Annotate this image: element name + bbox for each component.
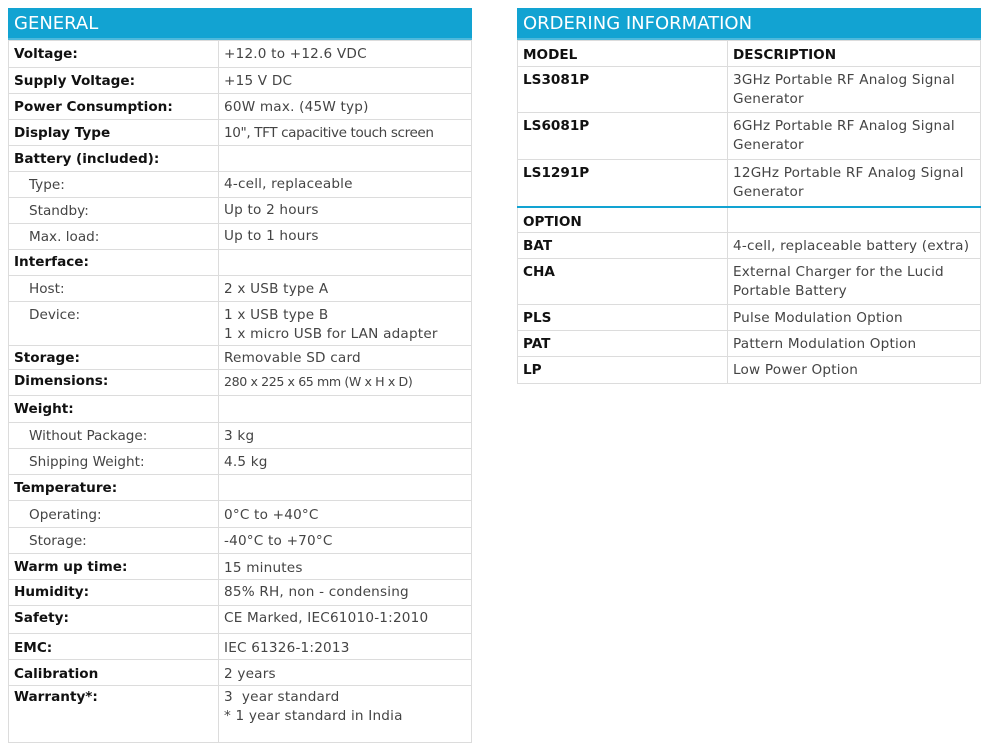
spec-value: Up to 2 hours <box>219 198 472 224</box>
description-line: 3GHz Portable RF Analog Signal <box>733 72 955 88</box>
spec-row <box>9 346 472 370</box>
spec-value-multiline <box>219 686 472 743</box>
spec-label: Supply Voltage: <box>9 68 219 94</box>
option-description <box>728 259 981 305</box>
spec-group-label: Weight: <box>9 396 219 423</box>
spec-group-label: Interface: <box>9 250 219 276</box>
spec-sub-label: Without Package: <box>9 423 219 449</box>
model-description <box>728 113 981 160</box>
spec-row <box>9 606 472 634</box>
spec-label: Dimensions: <box>9 370 219 396</box>
spec-label: Display Type <box>9 120 219 146</box>
option-code: PLS <box>518 305 728 331</box>
spec-row <box>9 396 472 423</box>
model-row <box>518 67 981 113</box>
spec-value: Removable SD card <box>219 346 472 370</box>
option-row <box>518 305 981 331</box>
spec-row <box>9 370 472 396</box>
spec-sub-label: Storage: <box>9 528 219 554</box>
ordering-panel <box>517 8 981 384</box>
ordering-column-headers <box>518 41 981 67</box>
spec-value: 60W max. (45W typ) <box>219 94 472 120</box>
spec-sub-label: Host: <box>9 276 219 302</box>
spec-sub-label: Standby: <box>9 198 219 224</box>
spec-value: 15 minutes <box>219 554 472 580</box>
spec-value <box>219 250 472 276</box>
spec-sub-label: Max. load: <box>9 224 219 250</box>
option-row <box>518 357 981 384</box>
ordering-title: ORDERING INFORMATION <box>517 8 981 40</box>
option-code: BAT <box>518 233 728 259</box>
option-code: LP <box>518 357 728 384</box>
spec-group-label: Temperature: <box>9 475 219 501</box>
ordering-table <box>517 40 981 384</box>
spec-sub-label: Operating: <box>9 501 219 528</box>
spec-row <box>9 501 472 528</box>
spec-value: Up to 1 hours <box>219 224 472 250</box>
spec-row <box>9 634 472 660</box>
spec-label: Warranty*: <box>9 686 219 743</box>
spec-row <box>9 449 472 475</box>
description-line: Generator <box>733 91 804 107</box>
spec-group-label: Battery (included): <box>9 146 219 172</box>
spec-row <box>9 276 472 302</box>
spec-sub-label: Device: <box>9 302 219 346</box>
option-header-empty <box>728 207 981 233</box>
spec-value <box>219 475 472 501</box>
option-column-header: OPTION <box>518 207 728 233</box>
spec-row <box>9 528 472 554</box>
model-row <box>518 160 981 207</box>
spec-value: 4.5 kg <box>219 449 472 475</box>
spec-row <box>9 94 472 120</box>
spec-row <box>9 224 472 250</box>
spec-sub-label: Type: <box>9 172 219 198</box>
description-column-header: DESCRIPTION <box>728 41 981 67</box>
spec-value: CE Marked, IEC61010-1:2010 <box>219 606 472 634</box>
spec-row <box>9 68 472 94</box>
spec-sub-label: Shipping Weight: <box>9 449 219 475</box>
model-code: LS3081P <box>518 67 728 113</box>
spec-value-multiline <box>219 302 472 346</box>
option-row <box>518 259 981 305</box>
model-description <box>728 67 981 113</box>
spec-label: Storage: <box>9 346 219 370</box>
option-description: Pulse Modulation Option <box>728 305 981 331</box>
option-description: Low Power Option <box>728 357 981 384</box>
general-panel <box>8 8 472 743</box>
option-code: CHA <box>518 259 728 305</box>
spec-value: +12.0 to +12.6 VDC <box>219 41 472 68</box>
spec-value: +15 V DC <box>219 68 472 94</box>
spec-label: Humidity: <box>9 580 219 606</box>
spec-row <box>9 475 472 501</box>
spec-value: IEC 61326-1:2013 <box>219 634 472 660</box>
spec-label: Safety: <box>9 606 219 634</box>
option-code: PAT <box>518 331 728 357</box>
spec-value: 280 x 225 x 65 mm (W x H x D) <box>219 370 472 396</box>
spec-value: 0°C to +40°C <box>219 501 472 528</box>
description-line: Generator <box>733 184 804 200</box>
spec-row <box>9 686 472 743</box>
spec-row <box>9 423 472 449</box>
model-column-header: MODEL <box>518 41 728 67</box>
model-code: LS1291P <box>518 160 728 207</box>
option-header-row <box>518 207 981 233</box>
spec-row <box>9 250 472 276</box>
spec-row <box>9 146 472 172</box>
spec-row <box>9 580 472 606</box>
option-row <box>518 233 981 259</box>
spec-row <box>9 120 472 146</box>
general-spec-table <box>8 40 472 743</box>
spec-label: Warm up time: <box>9 554 219 580</box>
option-description: Pattern Modulation Option <box>728 331 981 357</box>
description-line: Portable Battery <box>733 283 847 299</box>
spec-value: 4-cell, replaceable <box>219 172 472 198</box>
spec-row <box>9 554 472 580</box>
option-row <box>518 331 981 357</box>
spec-row <box>9 198 472 224</box>
spec-value-line: 3 year standard <box>224 689 340 705</box>
spec-value: 85% RH, non - condensing <box>219 580 472 606</box>
spec-label: Calibration <box>9 660 219 686</box>
spec-value: 2 x USB type A <box>219 276 472 302</box>
spec-row <box>9 302 472 346</box>
spec-label: Voltage: <box>9 41 219 68</box>
description-line: 6GHz Portable RF Analog Signal <box>733 118 955 134</box>
spec-row <box>9 660 472 686</box>
description-line: 12GHz Portable RF Analog Signal <box>733 165 964 181</box>
spec-value <box>219 396 472 423</box>
description-line: External Charger for the Lucid <box>733 264 944 280</box>
spec-value: 2 years <box>219 660 472 686</box>
spec-value-line: 1 x USB type B <box>224 307 329 323</box>
model-description <box>728 160 981 207</box>
spec-row <box>9 172 472 198</box>
spec-value-line: 1 x micro USB for LAN adapter <box>224 326 438 342</box>
spec-value: 3 kg <box>219 423 472 449</box>
option-description: 4-cell, replaceable battery (extra) <box>728 233 981 259</box>
description-line: Generator <box>733 137 804 153</box>
spec-value: -40°C to +70°C <box>219 528 472 554</box>
spec-label: EMC: <box>9 634 219 660</box>
spec-value: 10", TFT capacitive touch screen <box>219 120 472 146</box>
general-title: GENERAL <box>8 8 472 40</box>
spec-label: Power Consumption: <box>9 94 219 120</box>
model-row <box>518 113 981 160</box>
spec-value-line: * 1 year standard in India <box>224 708 403 724</box>
spec-value <box>219 146 472 172</box>
model-code: LS6081P <box>518 113 728 160</box>
spec-row <box>9 41 472 68</box>
